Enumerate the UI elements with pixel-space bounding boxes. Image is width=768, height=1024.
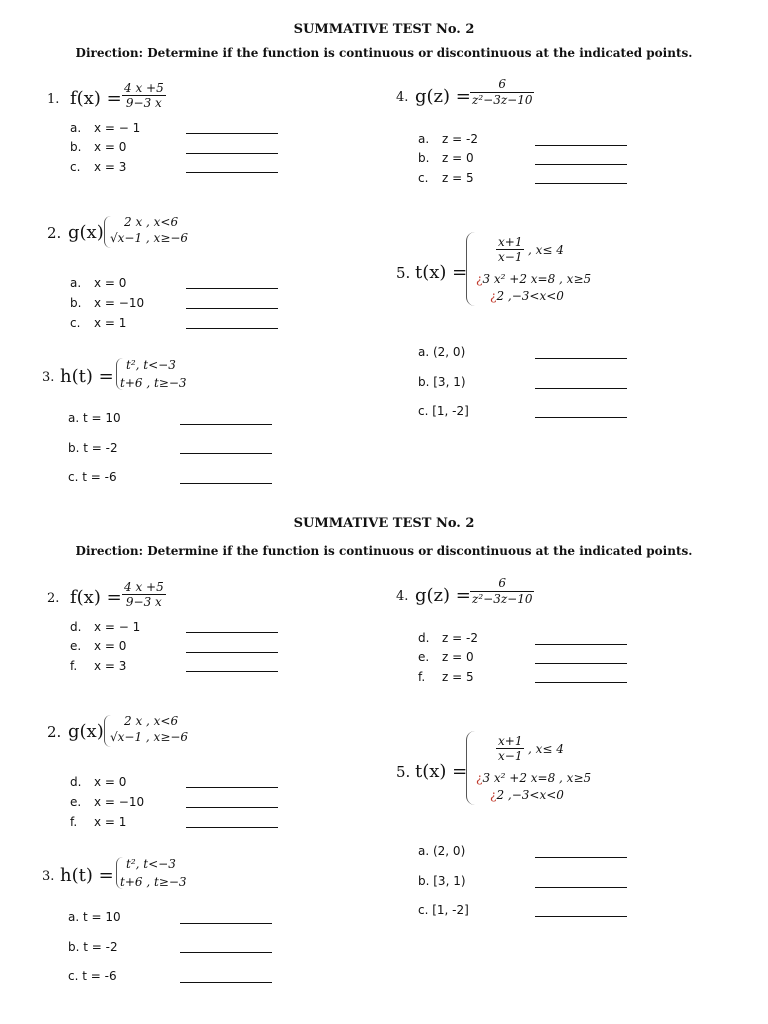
- list-item: b. t = -2: [68, 940, 118, 954]
- piece-1: t², t<−3: [126, 358, 176, 372]
- answer-line[interactable]: [186, 632, 278, 633]
- answer-line[interactable]: [186, 172, 278, 173]
- direction-text: Direction: Determine if the function is continuous or discontinuous at the indicated points.: [75, 544, 693, 558]
- problem-number: 1.: [47, 92, 60, 107]
- list-item: a. (2, 0): [418, 844, 466, 858]
- function-name: f(x) =: [70, 88, 122, 109]
- test-title: SUMMATIVE TEST No. 2: [293, 516, 475, 531]
- answer-line[interactable]: [180, 483, 272, 484]
- list-item: b. t = -2: [68, 441, 118, 455]
- list-item: b. [3, 1): [418, 375, 466, 389]
- brace: [466, 232, 475, 306]
- function-name: h(t) =: [60, 865, 114, 886]
- answer-line[interactable]: [186, 308, 278, 309]
- answer-line[interactable]: [535, 145, 627, 146]
- problem-number: 2.: [47, 591, 60, 606]
- function-name: f(x) =: [70, 587, 122, 608]
- answer-line[interactable]: [535, 916, 627, 917]
- problem-number: 5.: [396, 264, 411, 282]
- numerator: 6: [470, 78, 534, 93]
- piece-2: ¿3 x² +2 x=8 , x≥5: [476, 771, 592, 785]
- function-name: t(x) =: [415, 761, 468, 782]
- problem-number: 3.: [42, 869, 55, 884]
- list-item: c. t = -6: [68, 470, 117, 484]
- answer-line[interactable]: [180, 424, 272, 425]
- answer-line[interactable]: [535, 857, 627, 858]
- function-name: g(z) =: [415, 86, 471, 107]
- piece-1-fraction: $\frac{x+1}{x-1}$: [498, 734, 523, 763]
- denominator: z²−3z−10: [472, 93, 533, 107]
- piece-3: ¿2 ,−3<x<0: [490, 289, 564, 303]
- piece-2: ¿3 x² +2 x=8 , x≥5: [476, 272, 592, 286]
- piece-1-condition: , x≤ 4: [528, 742, 564, 756]
- piece-1: 2 x , x<6: [124, 215, 179, 229]
- fraction: $\frac{4 x +5}{9-3 x}$: [124, 580, 164, 609]
- function-name: h(t) =: [60, 366, 114, 387]
- answer-line[interactable]: [535, 663, 627, 664]
- list-item: b. z = 0: [418, 151, 474, 165]
- answer-line[interactable]: [180, 923, 272, 924]
- problem-number: 2.: [47, 224, 62, 242]
- answer-line[interactable]: [186, 807, 278, 808]
- piece-1: t², t<−3: [126, 857, 176, 871]
- answer-line[interactable]: [180, 982, 272, 983]
- answer-line[interactable]: [535, 183, 627, 184]
- fraction: [122, 82, 166, 109]
- list-item: a. x = 0: [70, 276, 127, 290]
- function-name: g(x): [68, 721, 104, 742]
- brace: [466, 731, 475, 805]
- answer-line[interactable]: [186, 671, 278, 672]
- fraction: $\frac{6}{\text{z²−3z−10}}$: [472, 576, 533, 606]
- answer-line[interactable]: [180, 952, 272, 953]
- problem-number: 4.: [396, 589, 409, 604]
- function-name: g(z) =: [415, 585, 471, 606]
- piece-2: √x−1 , x≥−6: [110, 231, 189, 245]
- answer-line[interactable]: [180, 453, 272, 454]
- list-item: c. x = 3: [70, 160, 127, 174]
- answer-line[interactable]: [535, 164, 627, 165]
- numerator: 4 x +5: [124, 81, 164, 95]
- piece-3: ¿2 ,−3<x<0: [490, 788, 564, 802]
- list-item: d. z = -2: [418, 631, 478, 645]
- piece-1-fraction: $\frac{x+1}{x-1}$: [498, 235, 523, 264]
- answer-line[interactable]: [535, 682, 627, 683]
- direction-text: Direction: Determine if the function is continuous or discontinuous at the indicated points.: [75, 46, 693, 60]
- list-item: a. t = 10: [68, 910, 121, 924]
- answer-line[interactable]: [535, 388, 627, 389]
- list-item: f. z = 5: [418, 670, 474, 684]
- answer-line[interactable]: [186, 652, 278, 653]
- fraction: [470, 78, 534, 106]
- answer-line[interactable]: [186, 288, 278, 289]
- answer-line[interactable]: [186, 827, 278, 828]
- answer-line[interactable]: [535, 644, 627, 645]
- list-item: f. x = 1: [70, 815, 127, 829]
- problem-number: 3.: [42, 370, 55, 385]
- list-item: b. x = −10: [70, 296, 145, 310]
- list-item: c. x = 1: [70, 316, 127, 330]
- answer-line[interactable]: [186, 787, 278, 788]
- piece-1-condition: , x≤ 4: [528, 243, 564, 257]
- list-item: c. [1, -2]: [418, 404, 469, 418]
- problem-number: 2.: [47, 723, 62, 741]
- answer-line[interactable]: [186, 133, 278, 134]
- piece-2: √x−1 , x≥−6: [110, 730, 189, 744]
- answer-line[interactable]: [535, 887, 627, 888]
- test-title: SUMMATIVE TEST No. 2: [293, 22, 475, 37]
- answer-line[interactable]: [535, 417, 627, 418]
- problem-number: 5.: [396, 763, 411, 781]
- list-item: b. x = 0: [70, 140, 127, 154]
- list-item: a. (2, 0): [418, 345, 466, 359]
- piece-1: 2 x , x<6: [124, 714, 179, 728]
- list-item: e. x = 0: [70, 639, 127, 653]
- answer-line[interactable]: [186, 153, 278, 154]
- function-name: g(x): [68, 222, 104, 243]
- list-item: b. [3, 1): [418, 874, 466, 888]
- list-item: a. t = 10: [68, 411, 121, 425]
- piece-2: t+6 , t≥−3: [120, 376, 187, 390]
- list-item: e. z = 0: [418, 650, 474, 664]
- list-item: c. z = 5: [418, 171, 474, 185]
- answer-line[interactable]: [186, 328, 278, 329]
- function-name: t(x) =: [415, 262, 468, 283]
- list-item: f. x = 3: [70, 659, 127, 673]
- list-item: c. t = -6: [68, 969, 117, 983]
- answer-line[interactable]: [535, 358, 627, 359]
- list-item: e. x = −10: [70, 795, 145, 809]
- piece-2: t+6 , t≥−3: [120, 875, 187, 889]
- denominator: 9−3 x: [125, 96, 162, 110]
- list-item: a. z = -2: [418, 132, 478, 146]
- list-item: a. x = − 1: [70, 121, 141, 135]
- list-item: c. [1, -2]: [418, 903, 469, 917]
- list-item: d. x = 0: [70, 775, 127, 789]
- list-item: d. x = − 1: [70, 620, 141, 634]
- problem-number: 4.: [396, 90, 409, 105]
